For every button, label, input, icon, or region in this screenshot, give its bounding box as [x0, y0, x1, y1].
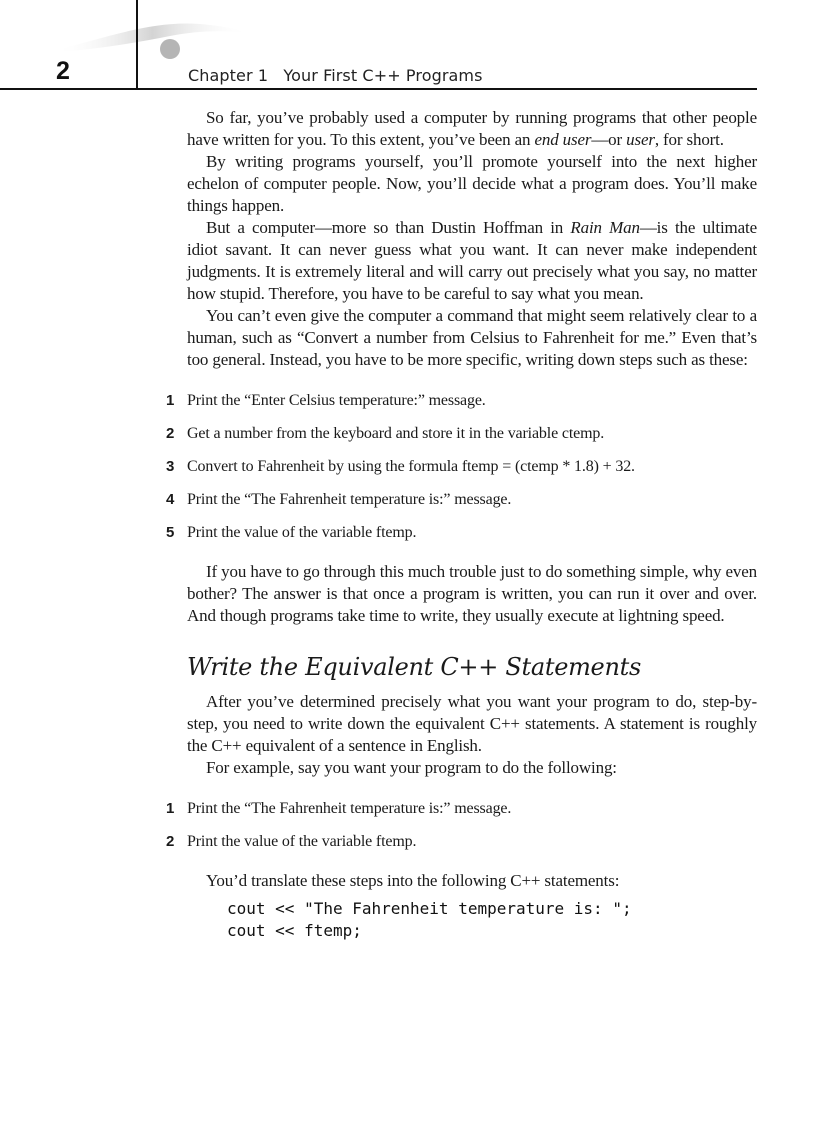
code-line-2: cout << ftemp;	[227, 921, 362, 940]
section-heading: Write the Equivalent C++ Statements	[187, 653, 641, 681]
paragraph-6: After you’ve determined precisely what you want your program to do, step-by-step, you need to write down the equivalent C++ statements. A statement is roughly the C++ equivalent of a sentence in English.	[187, 692, 757, 755]
header-swoosh-decoration	[50, 10, 260, 70]
step-number: 5	[166, 524, 175, 541]
code-block	[227, 898, 757, 942]
page-body	[166, 107, 757, 942]
list-item	[166, 798, 757, 820]
list-item	[166, 423, 757, 445]
paragraph-2: By writing programs yourself, you’ll promote yourself into the next higher echelon of computer people. Now, you’ll decide what a program does. You’ll make things happen.	[187, 152, 757, 215]
step-number: 2	[166, 833, 175, 850]
chapter-label: Chapter 1	[188, 66, 269, 85]
chapter-title: Your First C++ Programs	[283, 66, 483, 85]
list-item	[166, 489, 757, 511]
paragraph-7: For example, say you want your program to do the following:	[206, 758, 617, 777]
step-number: 1	[166, 800, 175, 817]
list-item	[166, 831, 757, 853]
paragraph-3: But a computer—more so than Dustin Hoffman in Rain Man—is the ultimate idiot savant. It can never guess what you want. It can never make independent judgments. It is extremely literal and will carry out precisely what you say, no matter how stupid. Therefore, you have to be careful to say what you mean.	[187, 218, 757, 303]
paragraph-4: You can’t even give the computer a command that might seem relatively clear to a human, such as “Convert a number from Celsius to Fahrenheit for me.” Even that’s too general. Instead, you have to be more specific, writing down steps such as these:	[187, 306, 757, 369]
page-number: 2	[56, 57, 70, 85]
step-text: Print the value of the variable ftemp.	[187, 524, 417, 541]
list-item	[166, 522, 757, 544]
list-item	[166, 390, 757, 412]
step-text: Print the value of the variable ftemp.	[187, 833, 417, 850]
step-text: Convert to Fahrenheit by using the formula ftemp = (ctemp * 1.8) + 32.	[187, 458, 635, 475]
step-number: 2	[166, 425, 175, 442]
step-number: 1	[166, 392, 175, 409]
steps-list-2	[166, 798, 757, 853]
step-text: Print the “Enter Celsius temperature:” message.	[187, 392, 486, 409]
list-item	[166, 456, 757, 478]
code-line-1: cout << "The Fahrenheit temperature is: ";	[227, 899, 632, 918]
paragraph-8: You’d translate these steps into the following C++ statements:	[206, 871, 620, 890]
steps-list-1	[166, 390, 757, 544]
paragraph-5: If you have to go through this much trouble just to do something simple, why even bother? The answer is that once a program is written, you can run it over and over. And though programs take time to write, they usually execute at lightning speed.	[187, 562, 757, 625]
step-text: Get a number from the keyboard and store it in the variable ctemp.	[187, 425, 605, 442]
step-text: Print the “The Fahrenheit temperature is:” message.	[187, 491, 512, 508]
paragraph-1: So far, you’ve probably used a computer by running programs that other people have written for you. To this extent, you’ve been an end user—or user, for short.	[187, 108, 757, 149]
running-head	[188, 66, 483, 86]
header-vertical-rule	[136, 0, 138, 90]
step-number: 4	[166, 491, 175, 508]
header-rule	[0, 88, 757, 90]
step-number: 3	[166, 458, 175, 475]
step-text: Print the “The Fahrenheit temperature is:” message.	[187, 800, 512, 817]
